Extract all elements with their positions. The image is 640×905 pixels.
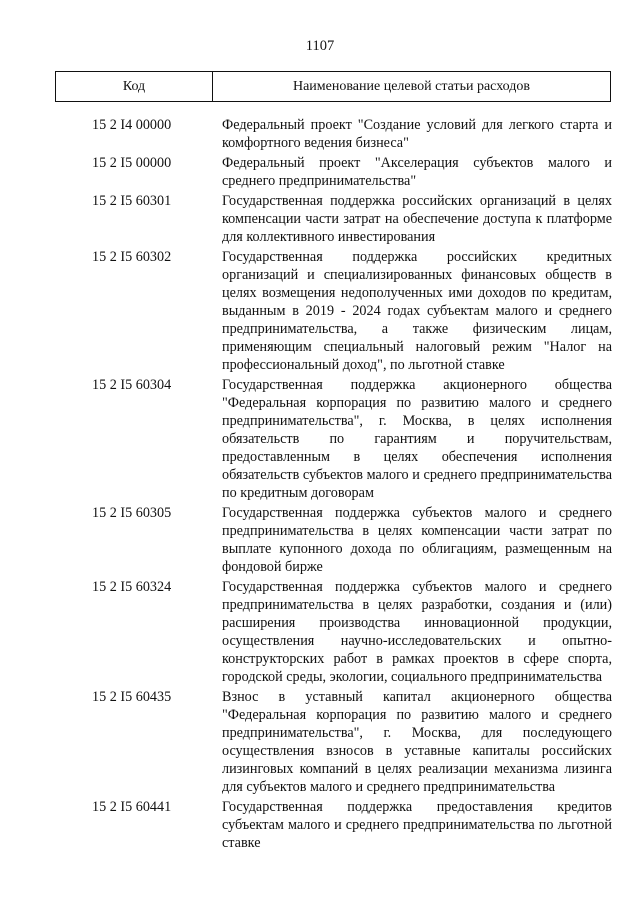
row-code: 15 2 I5 60301: [92, 193, 172, 209]
row-name: Государственная поддержка субъектов малого и среднего предпринимательства в целях разработки, создания и (или) расширения производства инновационной продукции, осуществления научно-исследовательских и опытно-конструкторских работ в рамках проектов в сфере спорта, городской среды, экологии, социального предпринимательства: [222, 579, 612, 685]
row-code: 15 2 I5 60305: [92, 505, 172, 521]
row-name: Государственная поддержка российских организаций в целях компенсации части затрат на обеспечение доступа к платформе для коллективного инвестирования: [222, 193, 612, 245]
row-name: Федеральный проект "Акселерация субъектов малого и среднего предпринимательства": [222, 155, 612, 189]
table-row: [0, 116, 640, 152]
row-name: Государственная поддержка акционерного общества "Федеральная корпорация по развитию малого и среднего предпринимательства", г. Москва, в целях исполнения обязательств по гарантиям и поручительствам, предоставленным в целях обеспечения исполнения обязательств субъектов малого и среднего предпринимательства по кредитным договорам: [222, 377, 612, 501]
table-row: [0, 192, 640, 246]
table-row: [0, 798, 640, 852]
row-name: Государственная поддержка российских кредитных организаций и специализированных финансовых обществ в целях возмещения недополученных ими доходов по кредитам, выданным в 2019 - 2024 годах субъектам малого и среднего предпринимательства, а также физическим лицам, применяющим специальный налоговый режим "Налог на профессиональный доход", по льготной ставке: [222, 249, 612, 373]
row-name: Государственная поддержка субъектов малого и среднего предпринимательства в целях компенсации части затрат по выплате купонного дохода по облигациям, размещенным на фондовой бирже: [222, 505, 612, 575]
row-name: Федеральный проект "Создание условий для легкого старта и комфортного ведения бизнеса": [222, 117, 612, 151]
table-row: [0, 504, 640, 576]
table-row: [0, 376, 640, 502]
header-name: Наименование целевой статьи расходов: [292, 78, 531, 94]
row-code: 15 2 I5 60304: [92, 377, 172, 393]
table-row: [0, 578, 640, 686]
table-body: [0, 116, 640, 852]
table-header: [55, 71, 611, 102]
row-name: Государственная поддержка предоставления кредитов субъектам малого и среднего предпринимательства по льготной ставке: [222, 799, 612, 851]
table-row: [0, 154, 640, 190]
row-code: 15 2 I5 00000: [92, 155, 172, 171]
row-code: 15 2 I5 60441: [92, 799, 172, 815]
row-code: 15 2 I5 60324: [92, 579, 172, 595]
table-row: [0, 248, 640, 374]
row-name: Взнос в уставный капитал акционерного общества "Федеральная корпорация по развитию малого и среднего предпринимательства", г. Москва, для последующего осуществления взносов в уставные капиталы российских лизинговых компаний в целях реализации механизма лизинга для субъектов малого и среднего предпринимательства: [222, 689, 612, 795]
page-number: 1107: [305, 38, 335, 54]
row-code: 15 2 I5 60435: [92, 689, 172, 705]
header-code: Код: [56, 72, 213, 101]
table-row: [0, 688, 640, 796]
row-code: 15 2 I4 00000: [92, 117, 172, 133]
row-code: 15 2 I5 60302: [92, 249, 172, 265]
